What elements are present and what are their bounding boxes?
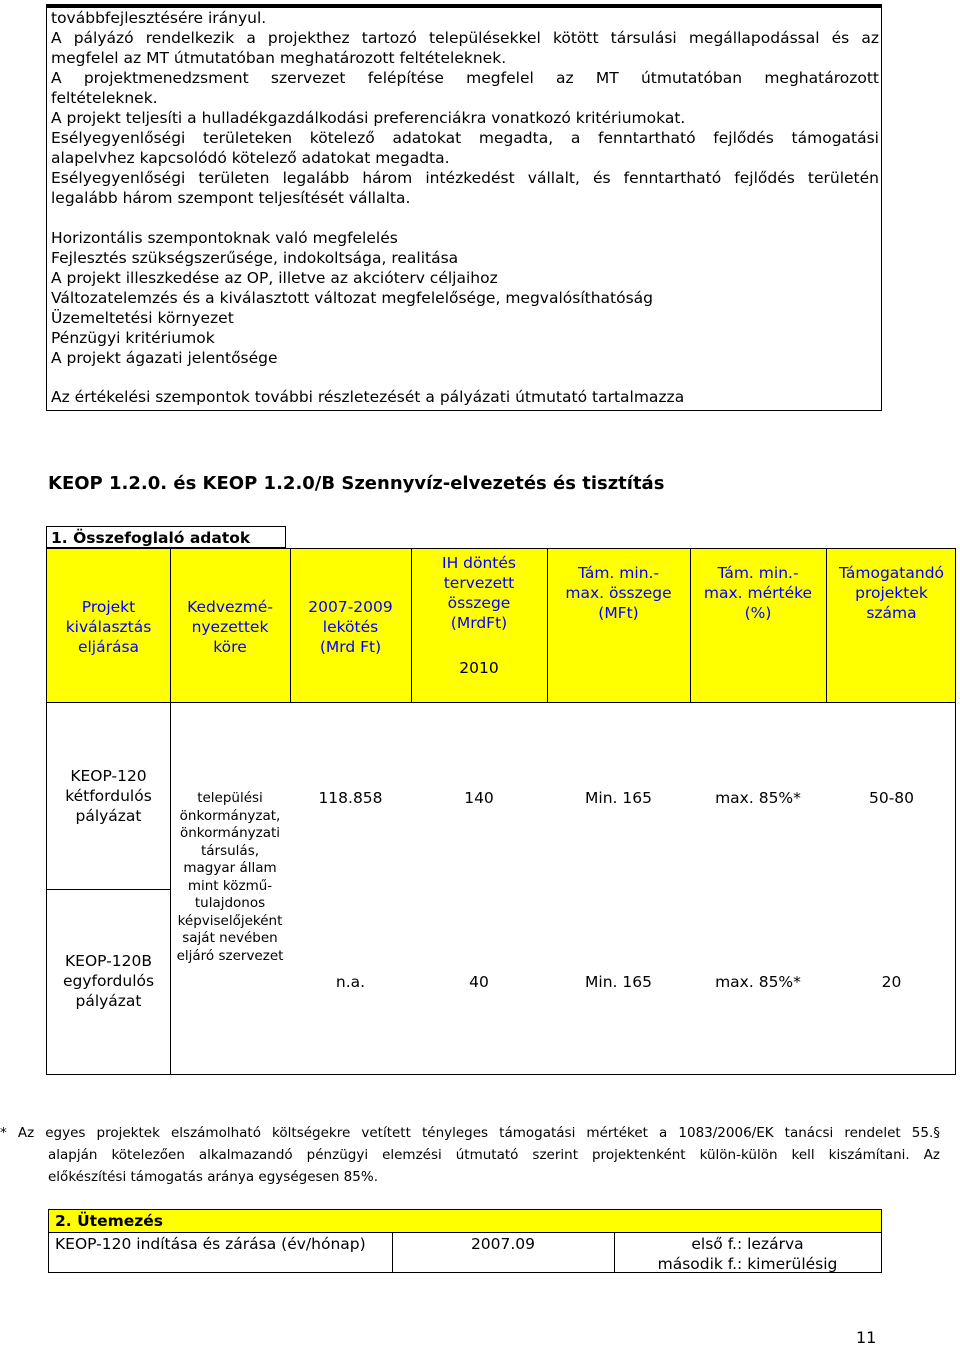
row-2-commitment: n.a. bbox=[335, 973, 366, 991]
intro-line: Esélyegyenlőségi területen legalább három intézkedést vállalt, és fenntartható fejlődés területén bbox=[51, 169, 879, 187]
intro-line: alapelvhez kapcsolódó kötelező adatokat megadta. bbox=[51, 149, 450, 167]
row-1-count: 50-80 bbox=[868, 789, 915, 807]
row-1-commitment: 118.858 bbox=[318, 789, 383, 807]
header-procedure: Projekt kiválasztás eljárása bbox=[65, 598, 152, 656]
table-header bbox=[46, 548, 956, 703]
intro-line: Esélyegyenlőségi területeken kötelező adatokat megadta, a fenntartható fejlődés támogatási bbox=[51, 129, 879, 147]
intro-line: legalább három szempont teljesítését vállalta. bbox=[51, 189, 411, 207]
intro-line: A pályázó rendelkezik a projekthez tartozó településekkel kötött társulási megállapodással és az bbox=[51, 29, 879, 47]
intro-line: A projektmenedzsment szervezet felépítése megfelel az MT útmutatóban meghatározott bbox=[51, 69, 879, 87]
intro-line: A projekt teljesíti a hulladékgazdálkodási preferenciákra vonatkozó kritériumokat. bbox=[51, 109, 686, 127]
beneficiaries-list: települési önkormányzat, önkormányzati társulás, magyar állam mint közmű- tulajdonos képviselőjeként saját nevében eljáró szervezet bbox=[176, 790, 284, 964]
intro-line: megfelel az MT útmutatóban meghatározott feltételeknek. bbox=[51, 49, 507, 67]
criterion: Üzemeltetési környezet bbox=[51, 309, 234, 327]
footnote-line: * Az egyes projektek elszámolható költségekre vetített tényleges támogatási mértéket a 1083/2006/EK tanácsi rendelet 55.§ bbox=[0, 1125, 940, 1141]
schedule-label: KEOP-120 indítása és zárása (év/hónap) bbox=[55, 1235, 366, 1253]
criteria-note: Az értékelési szempontok további részletezését a pályázati útmutató tartalmazza bbox=[51, 388, 685, 406]
header-beneficiaries: Kedvezmé- nyezettek köre bbox=[187, 598, 273, 656]
criterion: A projekt illeszkedése az OP, illetve az akcióterv céljaihoz bbox=[51, 269, 498, 287]
criterion: Fejlesztés szükségszerűsége, indokoltsága, realitása bbox=[51, 249, 459, 267]
row-2-rate: max. 85%* bbox=[715, 973, 801, 991]
page-number: 11 bbox=[856, 1328, 877, 1347]
header-ih-decision: IH döntés tervezett összege (MrdFt) bbox=[442, 554, 516, 632]
criterion: Pénzügyi kritériumok bbox=[51, 329, 215, 347]
header-count: Támogatandó projektek száma bbox=[838, 564, 945, 622]
table-body bbox=[46, 703, 956, 1075]
row-2-min: Min. 165 bbox=[585, 973, 652, 991]
footnote-line: előkészítési támogatás aránya egységesen 85%. bbox=[48, 1169, 378, 1185]
header-year: 2010 bbox=[459, 659, 499, 677]
summary-label: 1. Összefoglaló adatok bbox=[46, 526, 286, 548]
table-row-2-name: KEOP-120B egyfordulós pályázat bbox=[62, 952, 155, 1010]
schedule-title: 2. Ütemezés bbox=[55, 1212, 164, 1230]
header-amount: Tám. min.- max. összege (MFt) bbox=[565, 564, 672, 622]
schedule-date: 2007.09 bbox=[470, 1235, 536, 1253]
criterion: Horizontális szempontoknak való megfelelés bbox=[51, 229, 398, 247]
criterion: A projekt ágazati jelentősége bbox=[51, 349, 278, 367]
section-title: KEOP 1.2.0. és KEOP 1.2.0/B Szennyvíz-elvezetés és tisztítás bbox=[48, 473, 665, 494]
intro-line: továbbfejlesztésére irányul. bbox=[51, 9, 267, 27]
footnote-line: alapján kötelezően alkalmazandó pénzügyi elemzési útmutató szerint projektenként külön-külön kell kiszámítani. Az bbox=[48, 1147, 940, 1163]
schedule-status: első f.: lezárva második f.: kimerülésig bbox=[657, 1235, 838, 1273]
row-1-rate: max. 85%* bbox=[715, 789, 801, 807]
criterion: Változatelemzés és a kiválasztott változat megfelelősége, megvalósíthatóság bbox=[51, 289, 654, 307]
header-commitment: 2007-2009 lekötés (Mrd Ft) bbox=[308, 598, 393, 656]
table-row-1-name: KEOP-120 kétfordulós pályázat bbox=[65, 767, 152, 825]
header-rate: Tám. min.- max. mértéke (%) bbox=[703, 564, 813, 622]
row-1-ih: 140 bbox=[464, 789, 494, 807]
schedule-table bbox=[48, 1209, 882, 1273]
intro-line: feltételeknek. bbox=[51, 89, 158, 107]
row-1-min: Min. 165 bbox=[585, 789, 652, 807]
row-2-count: 20 bbox=[881, 973, 902, 991]
row-2-ih: 40 bbox=[469, 973, 489, 991]
